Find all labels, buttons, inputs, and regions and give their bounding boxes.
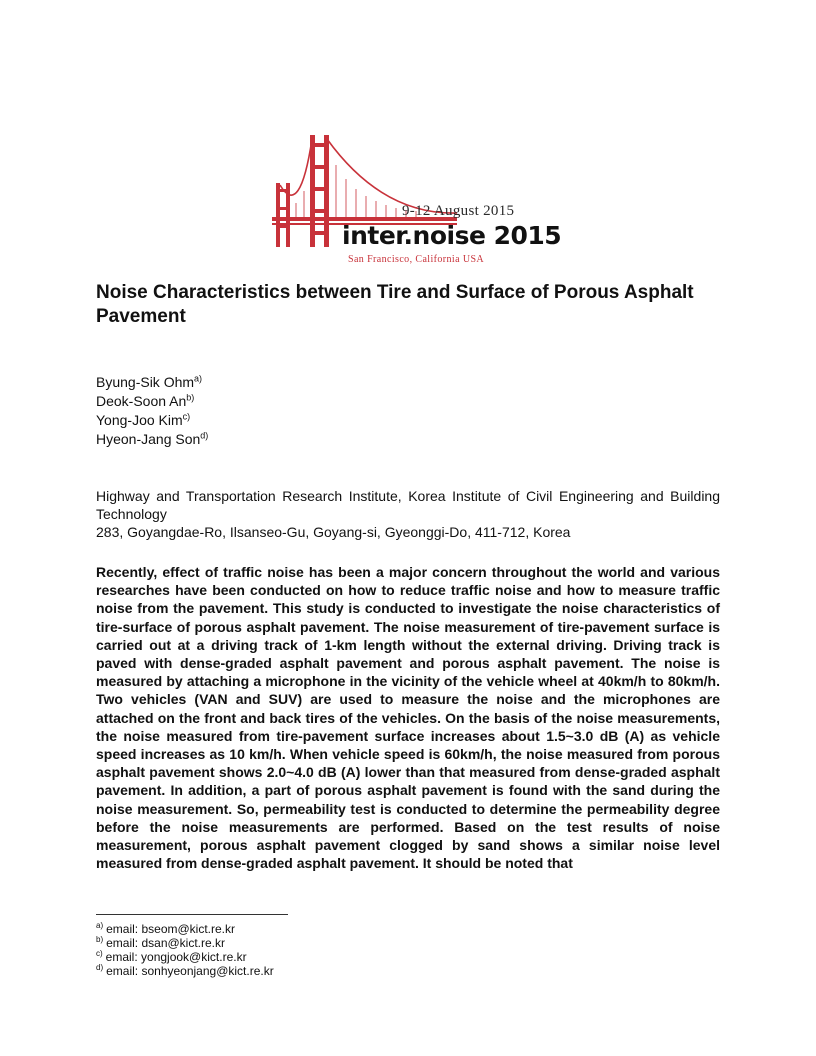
author-mark: d) <box>200 430 209 441</box>
footnote-mark: b) <box>96 935 104 944</box>
affiliation-block <box>96 487 720 541</box>
footnote <box>96 950 274 964</box>
abstract: Recently, effect of traffic noise has been a major concern throughout the world and various researches have been conducted on how to reduce traffic noise and how to measure traffic noise from the pavement. This study is conducted to investigate the noise characteristics of tire-surface of porous asphalt pavement. The noise measurement of tire-pavement surface is carried out at a driving track of 1-km length without the external driving. Driving track is paved with dense-graded asphalt pavement and porous asphalt pavement. The noise is measured by attaching a microphone in the vicinity of the vehicle wheel at 40km/h to 80km/h. Two vehicles (VAN and SUV) are used to measure the noise and the microphones are attached on the front and back tires of the vehicles. On the basis of the noise measurements, the noise measured from tire-pavement surface increases about 1.5~3.0 dB (A) as vehicle speed increases as 10 km/h. When vehicle speed is 60km/h, the noise measured from porous asphalt pavement shows 2.0~4.0 dB (A) lower than that measured from dense-graded asphalt pavement. In addition, a part of porous asphalt pavement is found with the sand during the noise measurement. So, permeability test is conducted to determine the permeability degree before the noise measurements are performed. Based on the test results of noise measurement, porous asphalt pavement clogged by sand shows a similar noise level measured from dense-graded asphalt pavement. It should be noted that <box>96 564 720 872</box>
footnote-email: email: sonhyeonjang@kict.re.kr <box>106 964 274 978</box>
author <box>96 392 208 411</box>
footnote <box>96 922 274 936</box>
author-name: Hyeon-Jang Son <box>96 431 201 447</box>
conference-location: San Francisco, California USA <box>348 254 485 265</box>
author <box>96 430 208 449</box>
footnote-mark: a) <box>96 921 104 930</box>
author-list <box>96 373 208 449</box>
author-name: Yong-Joo Kim <box>96 412 183 428</box>
author-mark: a) <box>194 373 203 384</box>
author <box>96 373 208 392</box>
footnote <box>96 964 274 978</box>
footnote-email: email: dsan@kict.re.kr <box>106 936 226 950</box>
footnote-mark: d) <box>96 963 104 972</box>
footnote-email: email: bseom@kict.re.kr <box>106 922 236 936</box>
author-name: Byung-Sik Ohm <box>96 374 195 390</box>
conference-dates: 9-12 August 2015 <box>402 203 515 219</box>
footnote-divider <box>96 914 288 915</box>
address: 283, Goyangdae-Ro, Ilsanseo-Gu, Goyang-si, Gyeonggi-Do, 411-712, Korea <box>96 524 571 540</box>
author <box>96 411 208 430</box>
footnote-mark: c) <box>96 949 103 958</box>
author-mark: b) <box>186 392 195 403</box>
footnote <box>96 936 274 950</box>
footnote-email: email: yongjook@kict.re.kr <box>105 950 247 964</box>
author-name: Deok-Soon An <box>96 393 187 409</box>
conference-logo <box>272 133 562 265</box>
affiliation: Highway and Transportation Research Institute, Korea Institute of Civil Engineering and Building Technology <box>96 488 720 522</box>
paper-title: Noise Characteristics between Tire and Surface of Porous Asphalt Pavement <box>96 282 694 327</box>
author-mark: c) <box>182 411 191 422</box>
footnote-list <box>96 922 274 978</box>
conference-name: inter.noise 2015 <box>342 221 562 250</box>
